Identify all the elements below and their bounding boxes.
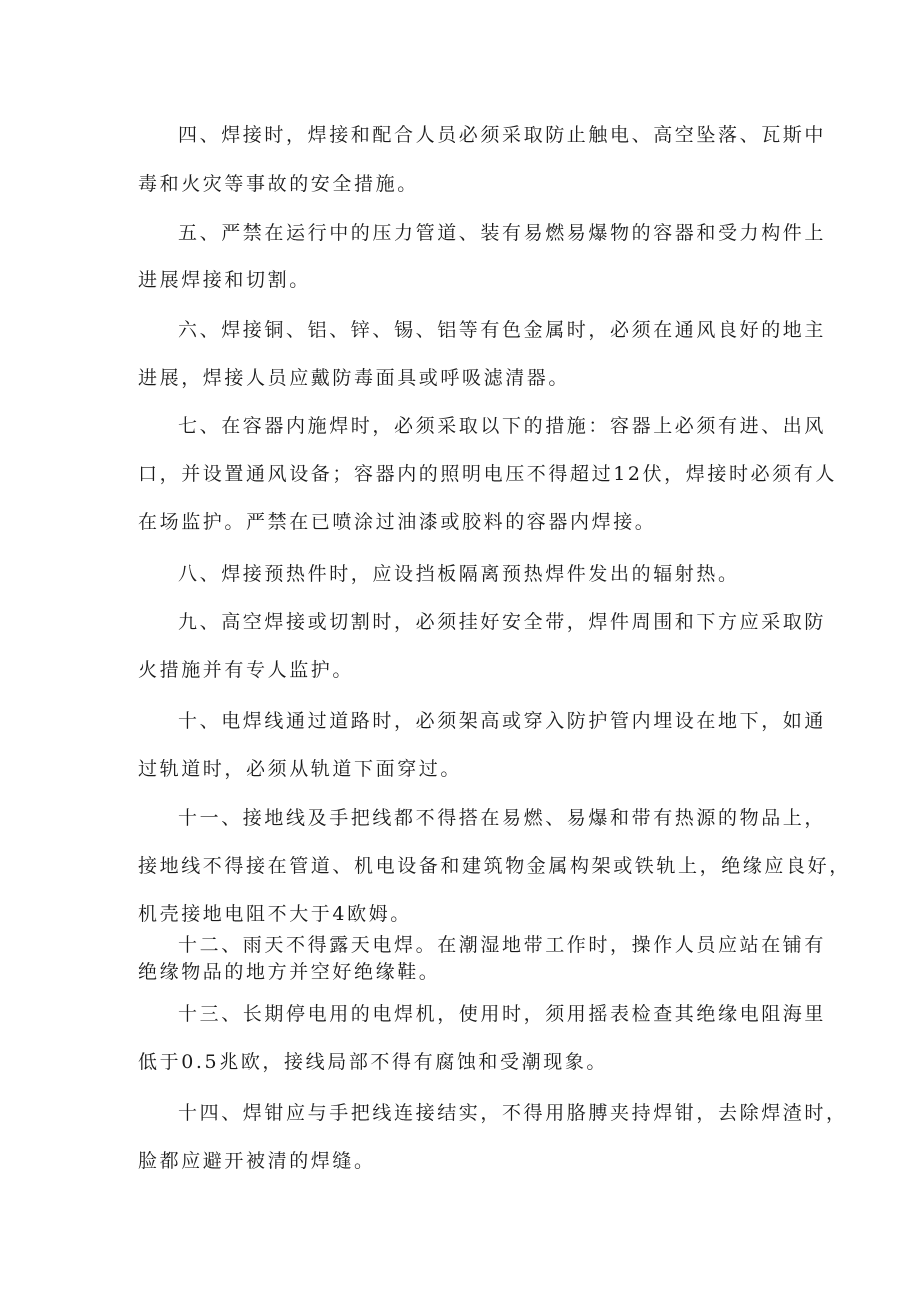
paragraph-11-line-2: 接地线不得接在管道、机电设备和建筑物金属构架或铁轨上，绝缘应良好， (138, 855, 851, 877)
paragraph-11-line-1: 十一、接地线及手把线都不得搭在易燃、易爆和带有热源的物品上， (178, 807, 827, 829)
paragraph-13-line-1: 十三、长期停电用的电焊机，使用时，须用摇表检查其绝缘电阻海里 (178, 1003, 827, 1025)
paragraph-6-line-2: 进展，焊接人员应戴防毒面具或呼吸滤清器。 (138, 367, 571, 389)
paragraph-14-line-1: 十四、焊钳应与手把线连接结实，不得用胳膊夹持焊钳，去除焊渣时， (178, 1102, 848, 1124)
paragraph-9-line-1: 九、高空焊接或切割时，必须挂好安全带，焊件周围和下方应采取防 (178, 611, 827, 633)
paragraph-7-line-3: 在场监护。严禁在已喷涂过油漆或胶料的容器内焊接。 (138, 511, 657, 533)
paragraph-7-line-2: 口，并设置通风设备；容器内的照明电压不得超过12伏，焊接时必须有人 (138, 463, 837, 485)
paragraph-8-line-1: 八、焊接预热件时，应设挡板隔离预热焊件发出的辐射热。 (178, 563, 740, 585)
paragraph-13-line-2: 低于0.5兆欧，接线局部不得有腐蚀和受潮现象。 (138, 1051, 609, 1073)
paragraph-11-line-3: 机壳接地电阻不大于4欧姆。 (138, 903, 412, 925)
paragraph-4-line-1: 四、焊接时，焊接和配合人员必须采取防止触电、高空坠落、瓦斯中 (178, 124, 827, 146)
paragraph-10-line-1: 十、电焊线通过道路时，必须架高或穿入防护管内埋设在地下，如通 (178, 710, 827, 732)
paragraph-5-line-1: 五、严禁在运行中的压力管道、装有易燃易爆物的容器和受力构件上 (178, 222, 827, 244)
paragraph-14-line-2: 脸都应避开被清的焊缝。 (138, 1150, 376, 1172)
paragraph-5-line-2: 进展焊接和切割。 (138, 269, 311, 291)
paragraph-10-line-2: 过轨道时，必须从轨道下面穿过。 (138, 758, 463, 780)
paragraph-4-line-2: 毒和火灾等事故的安全措施。 (138, 173, 419, 195)
paragraph-12-line-1: 十二、雨天不得露天电焊。在潮湿地带工作时，操作人员应站在铺有 (178, 934, 827, 956)
paragraph-9-line-2: 火措施并有专人监护。 (138, 659, 355, 681)
paragraph-7-line-1: 七、在容器内施焊时，必须采取以下的措施：容器上必须有进、出风 (178, 415, 827, 437)
paragraph-6-line-1: 六、焊接铜、铝、锌、锡、铝等有色金属时，必须在通风良好的地主 (178, 319, 827, 341)
paragraph-12-line-2: 绝缘物品的地方并空好绝缘鞋。 (138, 961, 441, 983)
